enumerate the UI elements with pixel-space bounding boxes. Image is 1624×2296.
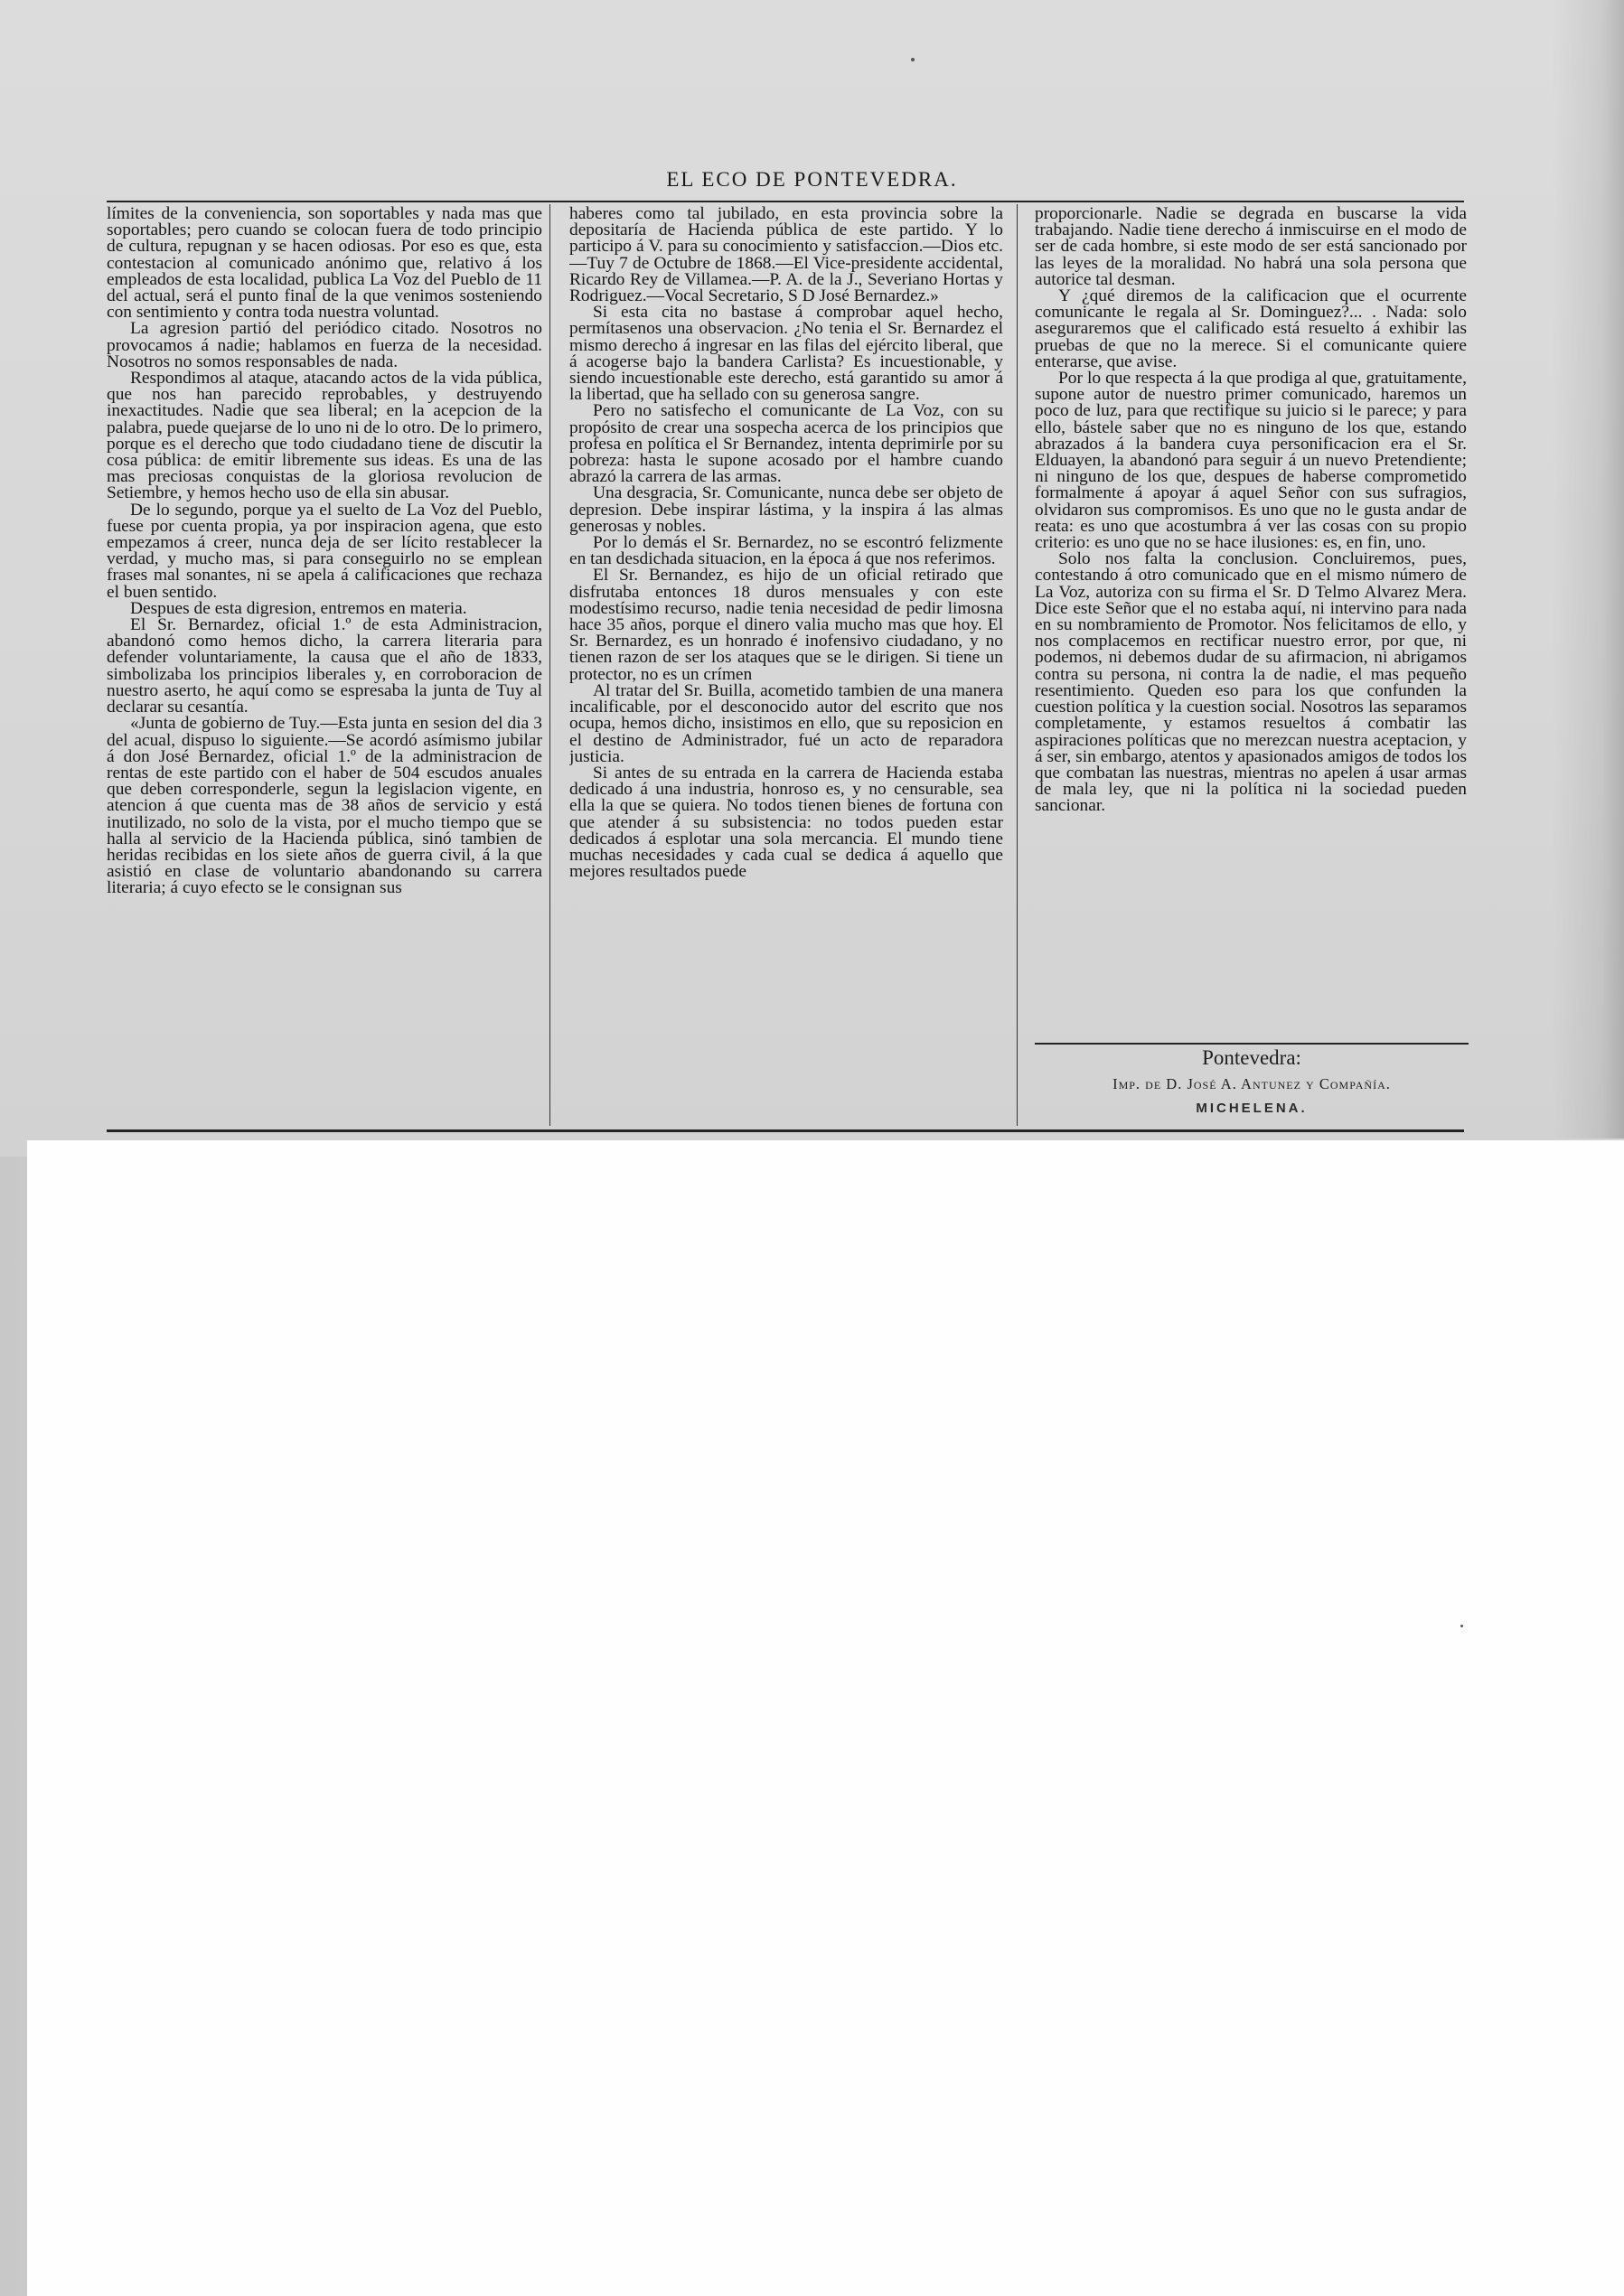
footer-rule bbox=[107, 1129, 1464, 1132]
scan-speck bbox=[911, 58, 915, 61]
imprint-printer: Imp. de D. José A. Antunez y Compañía. bbox=[1112, 1075, 1391, 1092]
column-2-paragraph: El Sr. Bernandez, es hijo de un oficial retirado que disfrutaba entonces 18 duros mensuales y con este modestísimo recurso, nadie tenia necesidad de pedir limosna hace 35 años, porque el dinero valia mucho mas que hoy. El Sr. Bernardez, es un honrado é inofensivo ciudadano, y no tienen razon de ser los ataques que se le dirigen. Si tiene un protector, no es un crímen bbox=[569, 566, 1003, 684]
imprint-city: Pontevedra: bbox=[1202, 1046, 1301, 1069]
column-1-paragraph: Despues de esta digresion, entremos en materia. bbox=[130, 598, 467, 618]
column-2-paragraph: Al tratar del Sr. Builla, acometido tambien de una manera incalificable, por el desconocido autor del escrito que nos ocupa, hemos dicho, insistimos en ello, que su reposicion en el destino de Administrador, fué un acto de reparadora justicia. bbox=[569, 680, 1003, 766]
column-3-paragraph: Solo nos falta la conclusion. Concluiremos, pues, contestando á otro comunicado que en el mismo número de La Voz, autoriza con su firma el Sr. D Telmo Alvarez Mera. Dice este Señor que el no estaba aquí, ni intervino para nada en su nombramiento de Promotor. Nos felicitamos de ello, y nos complacemos en rectificar nuestro error, por que, ni podemos, ni debemos dudar de su afirmacion, ni abrigamos contra su persona, ni contra la de nadie, el mas pequeño resentimiento. Queden eso para los que confunden la cuestion política y la cuestion social. Nosotros las separamos completamente, y estamos resueltos á combatir las aspiraciones políticas que no merezcan nuestra aceptacion, y á ser, sin embargo, atentos y apasionados amigos de todos los que combatan las nuestras, mientras no apelen á usar armas de mala ley, que ni la política ni la sociedad pueden sancionar. bbox=[1035, 549, 1467, 816]
column-1-paragraph: La agresion partió del periódico citado. Nosotros no provocamos á nadie; hablamos en fuerza de la necesidad. Nosotros no somos responsables de nada. bbox=[107, 319, 542, 371]
column-3-paragraph: Por lo que respecta á la que prodiga al que, gratuitamente, supone autor de nuestro primer comunicado, haremos un poco de luz, para que rectifique su juicio si le parece; y para ello, bástele saber que no es ninguno de los que, estando abrazados á la bandera cuya personificacion era el Sr. Elduayen, la abandonó para seguir á un nuevo Pretendiente; ni ninguno de los que, despues de haberse comprometido formalmente á apoyar á aquel Señor con sus sufragios, olvidaron sus compromisos. Es uno que no le gusta andar de reata: es uno que acostumbra á ver las cosas con su propio criterio: es uno que no se hace ilusiones: es, en fin, uno. bbox=[1035, 369, 1467, 553]
column-divider bbox=[549, 204, 550, 1126]
column-1-paragraph: De lo segundo, porque ya el suelto de La Voz del Pueblo, fuese por cuenta propia, ya por inspiracion agena, que esto empezamos á creer, nunca deja de ser lícito restablecer la verdad, y mucho mas, si para conseguirlo no se emplean frases mal sonantes, ni se apela á calificaciones que rechaza el buen sentido. bbox=[107, 500, 542, 602]
scan-speck bbox=[1460, 1625, 1463, 1627]
column-2-paragraph: Por lo demás el Sr. Bernardez, no se escontró felizmente en tan desdichada situacion, en la época á que nos referimos. bbox=[569, 533, 1003, 569]
column-1-paragraph: límites de la conveniencia, son soportables y nada mas que soportables; pero cuando se colocan fuera de todo principio de cultura, repugnan y se hacen odiosas. Por eso es que, esta contestacion al comunicado anónimo que, relativo á los empleados de esta localidad, publica La Voz del Pueblo de 11 del actual, será el punto final de la que venimos sosteniendo con sentimiento y contra toda nuestra voluntad. bbox=[107, 206, 542, 323]
blank-backing-sheet bbox=[27, 1140, 1624, 2296]
column-2 bbox=[569, 206, 1003, 1126]
column-2-paragraph: Si antes de su entrada en la carrera de Hacienda estaba dedicado á una industria, honroso es, y no censurable, sea ella la que se quiera. No todos tienen bienes de fortuna con que atender á su subsistencia: no todos pueden estar dedicados á esplotar una sola mercancia. El mundo tiene muchas necesidades y cada cual se dedica á aquello que mejores resultados puede bbox=[569, 763, 1003, 882]
column-2-paragraph: Si esta cita no bastase á comprobar aquel hecho, permítasenos una observacion. ¿No tenia el Sr. Bernardez el mismo derecho á ingresar en las filas del ejército liberal, que á acogerse bajo la bandera Carlista? Es incuestionable, y siendo incuestionable este derecho, está garantido su amor á la libertad, que ha sellado con su generosa sangre. bbox=[569, 303, 1003, 405]
header-rule bbox=[107, 201, 1464, 202]
column-3 bbox=[1035, 206, 1467, 1037]
column-2-paragraph: Pero no satisfecho el comunicante de La Voz, con su propósito de crear una sospecha acerca de los principios que profesa en política el Sr Bernandez, intenta deprimirle por su pobreza: hasta le supone acosado por el hambre cuando abrazó la carrera de las armas. bbox=[569, 401, 1003, 487]
column-divider bbox=[1017, 204, 1018, 1126]
column-3-paragraph: proporcionarle. Nadie se degrada en buscarse la vida trabajando. Nadie tiene derecho á inmiscuirse en el modo de ser de cada hombre, si este modo de ser está sancionado por las leyes de la moralidad. No habrá una sola persona que autorice tal desman. bbox=[1035, 206, 1467, 289]
column-1-paragraph: «Junta de gobierno de Tuy.—Esta junta en sesion del dia 3 del acual, dispuso lo siguiente.—Se acordó asímismo jubilar á don José Bernardez, oficial 1.º de la administracion de rentas de este partido con el haber de 504 escudos anuales que deben corresponderle, segun la legislacion vigente, en atencion á que cuenta mas de 38 años de servicio y está inutilizado, no solo de la vista, por el mucho tiempo que se halla al servicio de la Hacienda pública, sinó tambien de heridas recibidas en los siete años de guerra civil, á la que asistió en clase de voluntario abandonando su carrera literaria; á cuyo efecto se le consignan sus bbox=[107, 714, 542, 898]
column-1-paragraph: El Sr. Bernardez, oficial 1.º de esta Administracion, abandonó como hemos dicho, la carrera literaria para defender voluntariamente, la causa que el año de 1833, simbolizaba los principios liberales y, en corroboracion de nuestro aserto, he aquí como se espresaba la junta de Tuy al declarar su cesantía. bbox=[107, 615, 542, 717]
newspaper-title: EL ECO DE PONTEVEDRA. bbox=[666, 168, 958, 191]
column-1-paragraph: Respondimos al ataque, atacando actos de la vida pública, que nos han parecido reprobables, y destruyendo inexactitudes. Nadie que sea liberal; en la acepcion de la palabra, puede quejarse de lo uno ni de lo otro. De lo primero, porque es el derecho que todo ciudadano tiene de discutir la cosa pública: de emitir libremente sus ideas. Es una de las mas preciosas conquistas de la gloriosa revolucion de Setiembre, y hemos hecho uso de ella sin abusar. bbox=[107, 369, 542, 503]
imprint-rule bbox=[1035, 1043, 1469, 1045]
column-2-paragraph: Una desgracia, Sr. Comunicante, nunca debe ser objeto de depresion. Debe inspirar lástima, y la inspira á las almas generosas y nobles. bbox=[569, 483, 1003, 536]
imprint-press: MICHELENA. bbox=[1196, 1101, 1308, 1116]
column-1 bbox=[107, 206, 542, 1126]
column-2-paragraph: haberes como tal jubilado, en esta provincia sobre la depositaría de Hacienda pública de este partido. Y lo participo á V. para su conocimiento y satisfaccion.—Dios etc.—Tuy 7 de Octubre de 1868.—El Vice-presidente accidental, Ricardo Rey de Villamea.—P. A. de la J., Severiano Hortas y Rodriguez.—Vocal Secretario, S D José Bernardez.» bbox=[569, 206, 1003, 306]
column-3-paragraph: Y ¿qué diremos de la calificacion que el ocurrente comunicante le regala al Sr. Dominguez?... . Nada: solo aseguraremos que el calificado está resuelto á exhibir las pruebas de que no la merece. Si el comunicante quiere enterarse, que avise. bbox=[1035, 286, 1467, 371]
